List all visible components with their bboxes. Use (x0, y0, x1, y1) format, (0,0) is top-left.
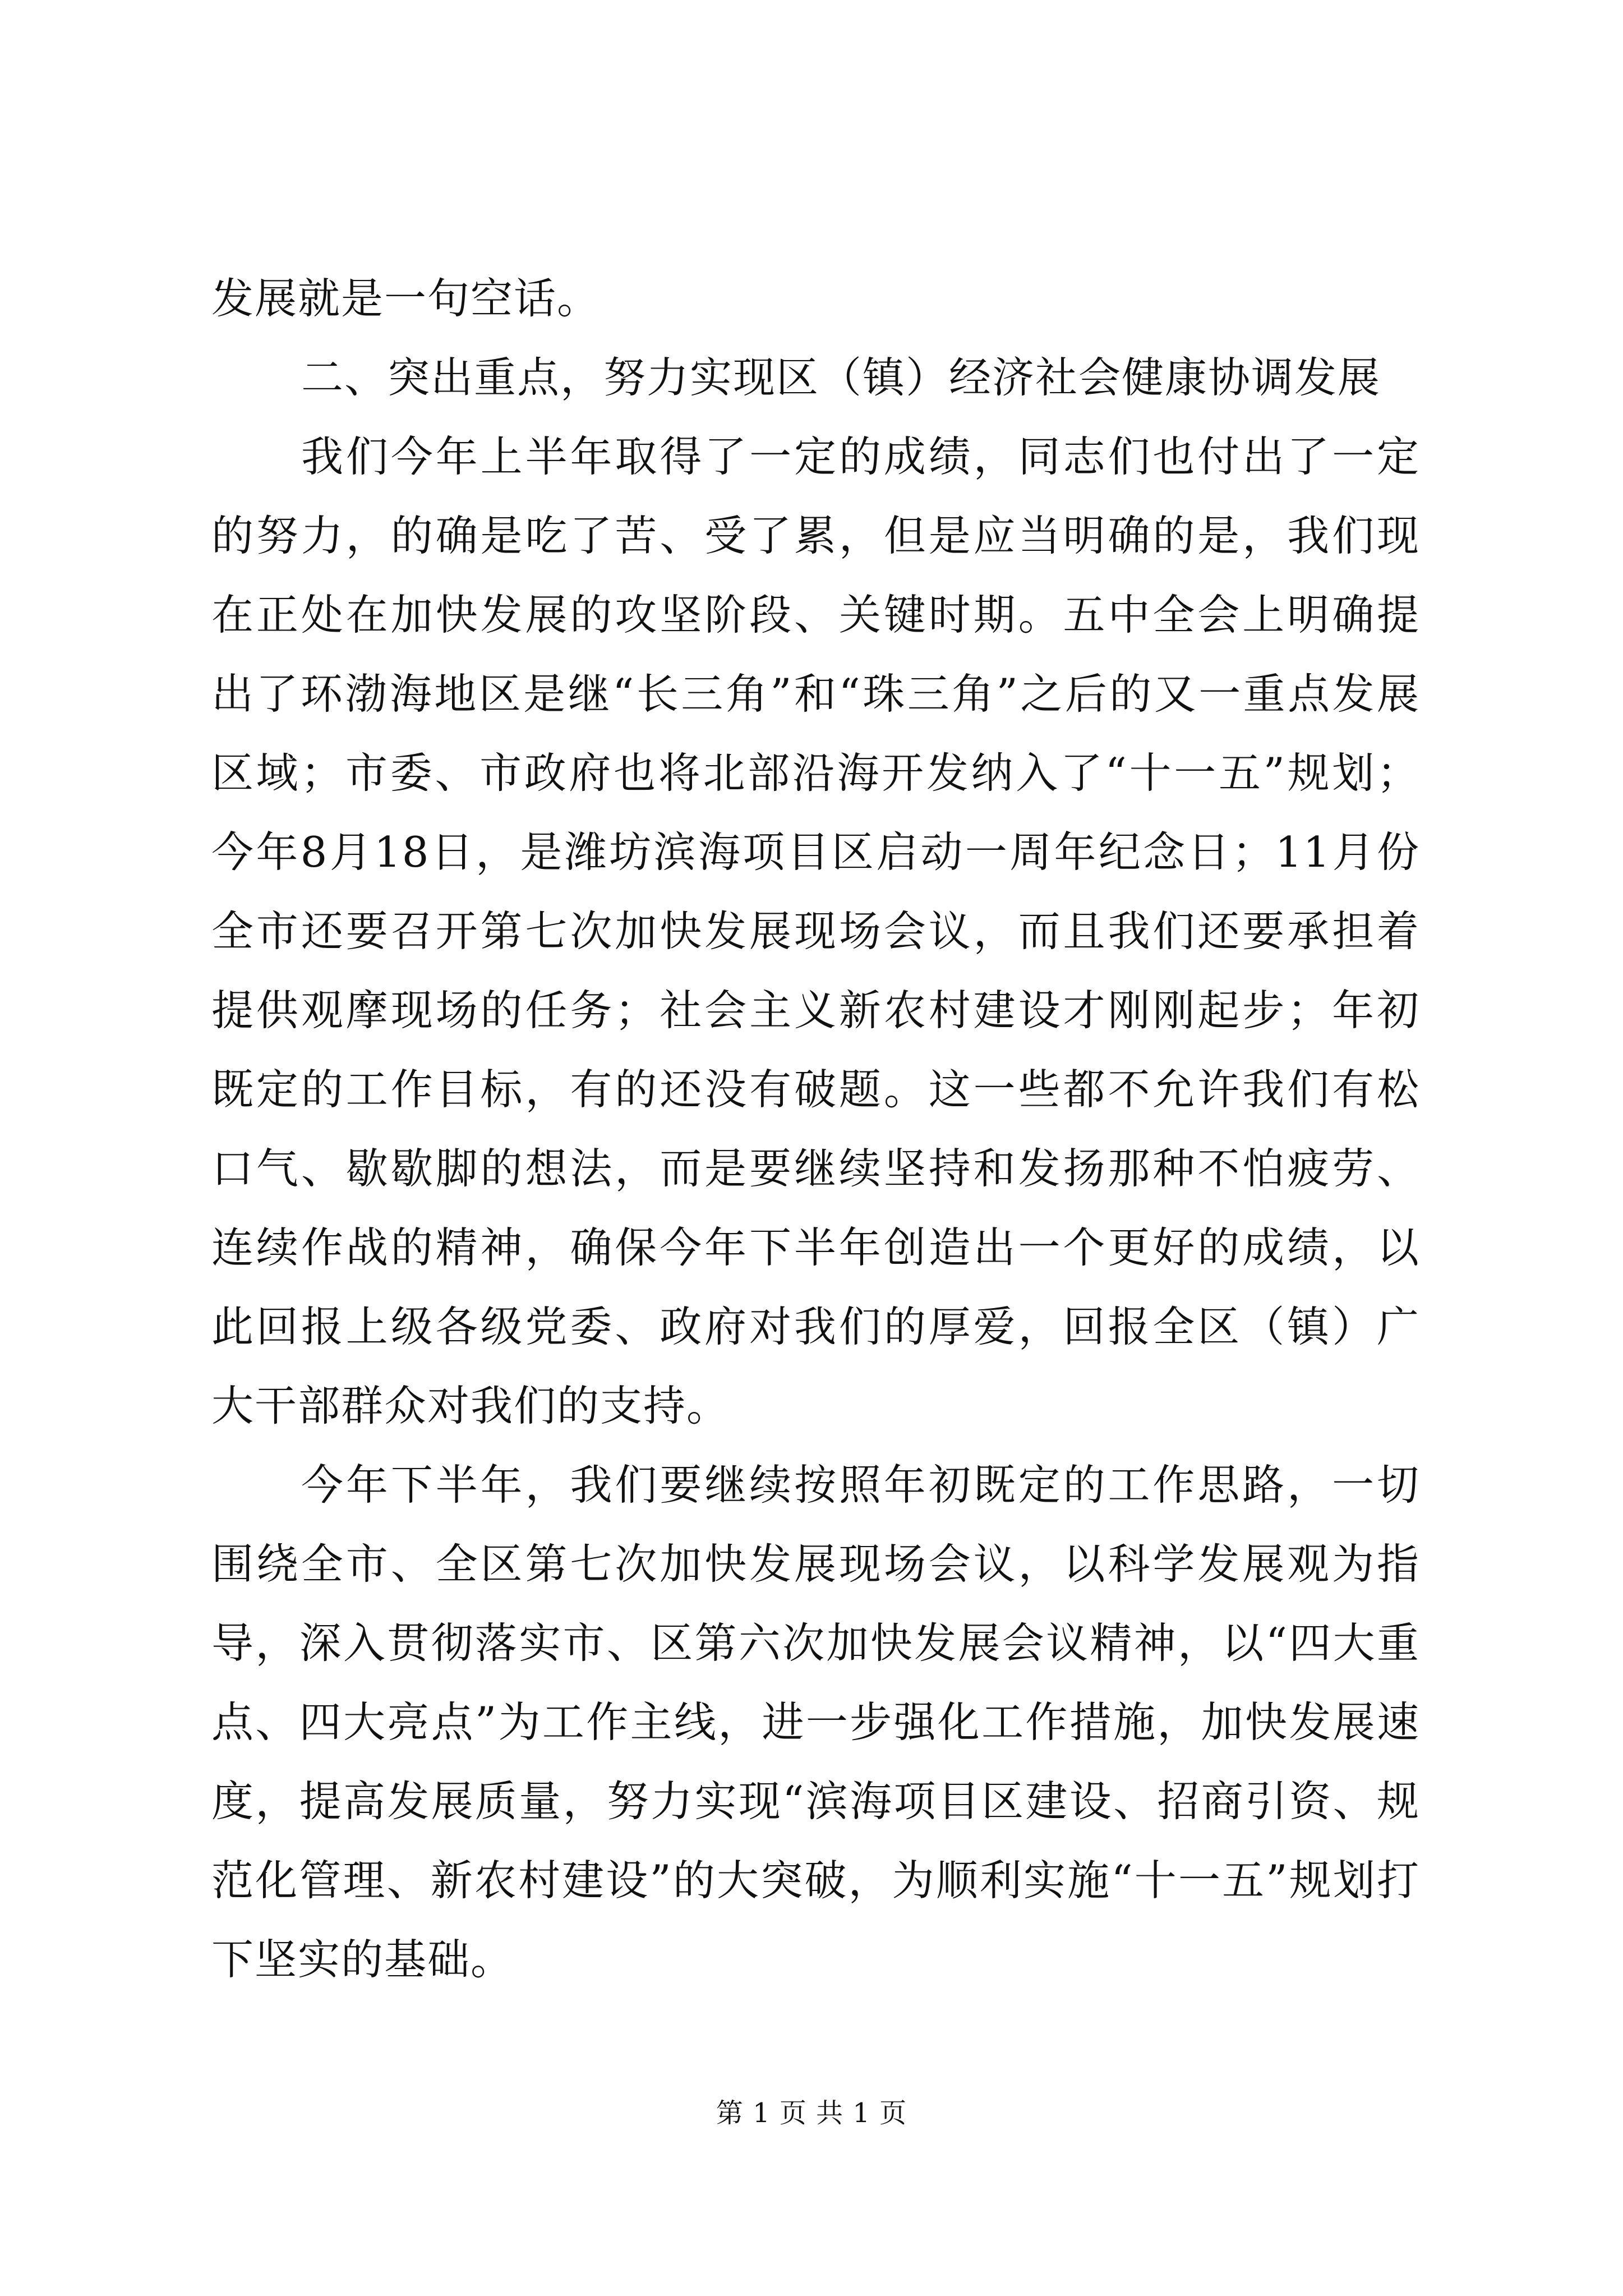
paragraph-first-half-review: 我们今年上半年取得了一定的成绩，同志们也付出了一定的努力，的确是吃了苦、受了累，但是应当明确的是，我们现在正处在加快发展的攻坚阶段、关键时期。五中全会上明确提出了环渤海地区是继“长三角”和“珠三角”之后的又一重点发展区域；市委、市政府也将北部沿海开发纳入了“十一五”规划；今年8月18日，是潍坊滨海项目区启动一周年纪念日；11月份全市还要召开第七次加快发展现场会议，而且我们还要承担着提供观摩现场的任务；社会主义新农村建设才刚刚起步；年初既定的工作目标，有的还没有破题。这一些都不允许我们有松口气、歇歇脚的想法，而是要继续坚持和发扬那种不怕疲劳、连续作战的精神，确保今年下半年创造出一个更好的成绩，以此回报上级各级党委、政府对我们的厚爱，回报全区（镇）广大干部群众对我们的支持。 (211, 432, 1420, 1430)
page-footer: 第 1 页 共 1 页 (716, 2097, 907, 2129)
paragraph-second-half-plan: 今年下半年，我们要继续按照年初既定的工作思路，一切围绕全市、全区第七次加快发展现场会议，以科学发展观为指导，深入贯彻落实市、区第六次加快发展会议精神，以“四大重点、四大亮点”为工作主线，进一步强化工作措施，加快发展速度，提高发展质量，努力实现“滨海项目区建设、招商引资、规范化管理、新农村建设”的大突破，为顺利实施“十一五”规划打下坚实的基础。 (211, 1460, 1420, 1984)
paragraph-continuation: 发展就是一句空话。 (211, 274, 601, 323)
section-heading: 二、突出重点，努力实现区（镇）经济社会健康协调发展 (301, 353, 1381, 402)
document-body (211, 259, 1420, 1999)
